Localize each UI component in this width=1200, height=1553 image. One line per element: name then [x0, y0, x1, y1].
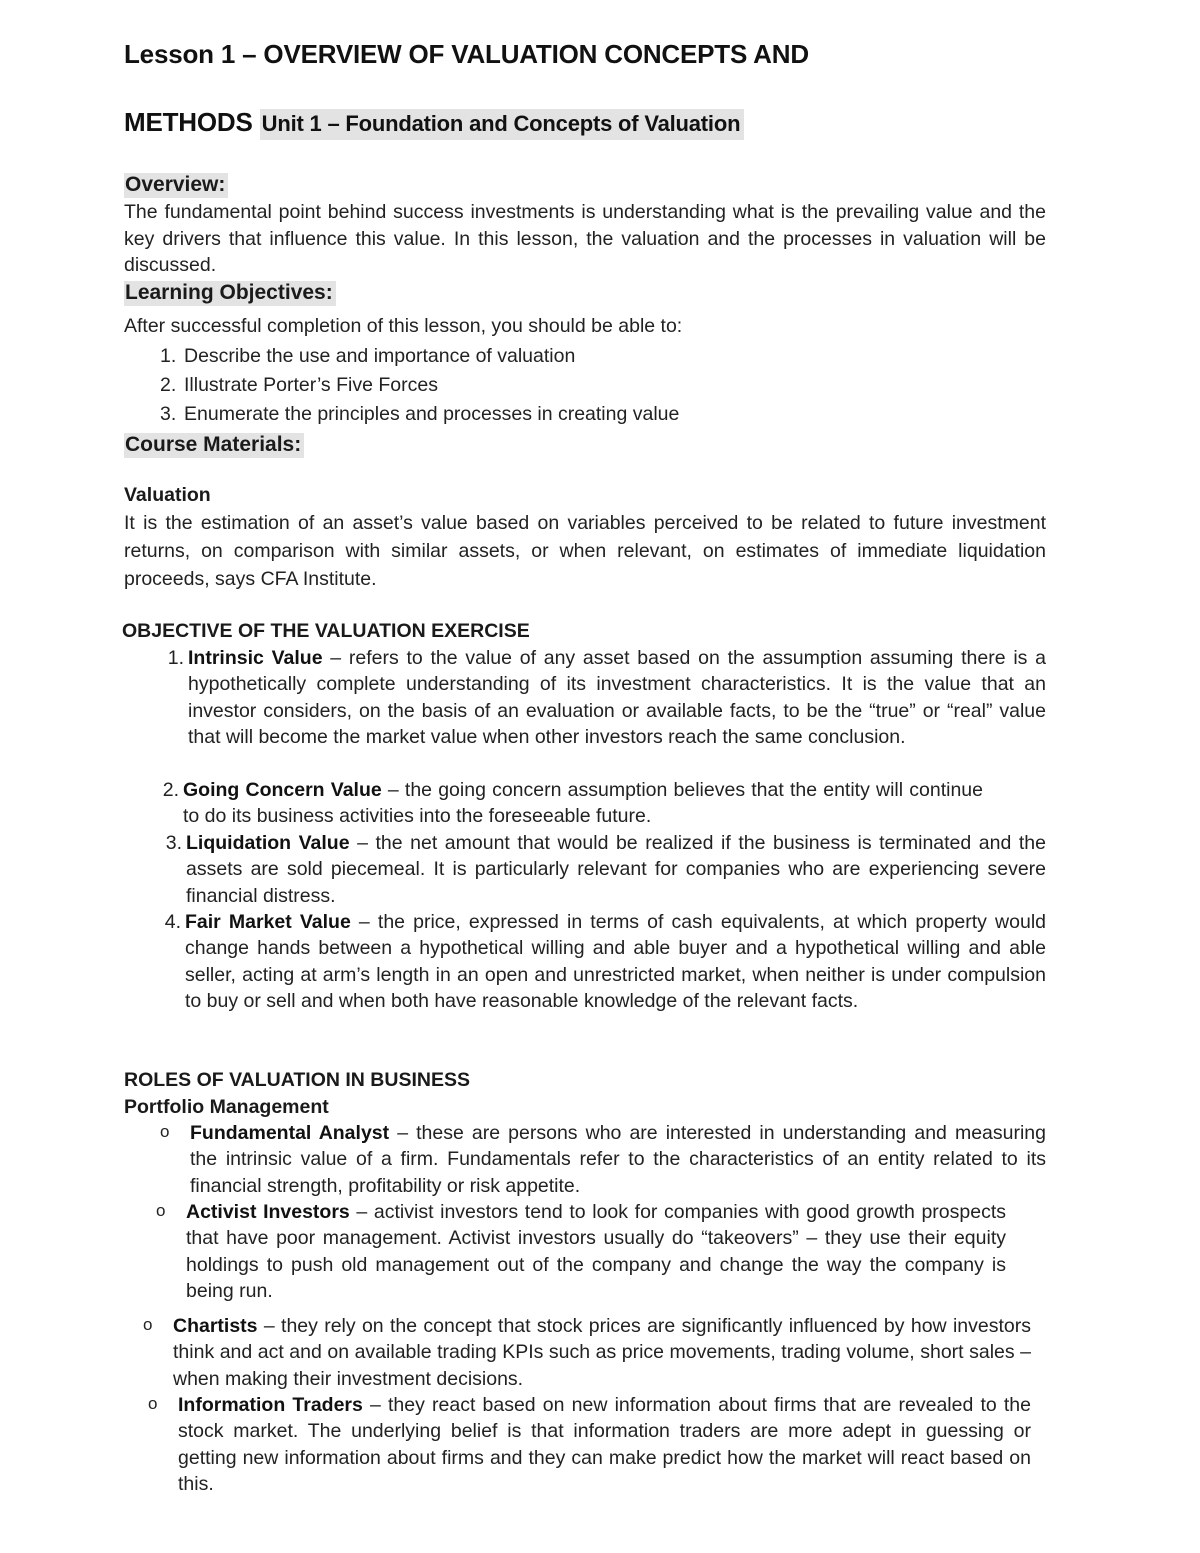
term-description: these are persons who are interested in understanding and measuring the intrinsic value of a firm. Fundamentals refer to the characteristics of an entity related to its financial strength, profitability or risk appetite. [190, 1122, 1047, 1197]
roles-heading: ROLES OF VALUATION IN BUSINESS [124, 1069, 470, 1091]
list-marker: 2. [162, 779, 179, 801]
lesson-title-methods: METHODS [124, 107, 253, 137]
term-label: Chartists [173, 1315, 258, 1337]
objective-marker: 1. [160, 345, 177, 367]
bullet-marker: o [148, 1394, 158, 1413]
term-separator: – [362, 1394, 389, 1416]
bullet-marker: o [143, 1315, 153, 1334]
term-description: they rely on the concept that stock prices are significantly influenced by how investors think and act and on available trading KPIs such as price movements, trading volume, short sales – when making their investment decisions. [173, 1315, 1031, 1390]
role-item-chartists [143, 1313, 1031, 1392]
term-label: Liquidation Value [186, 832, 350, 854]
role-item-activist-investors [156, 1199, 1006, 1304]
objectives-intro: After successful completion of this lesson, you should be able to: [124, 315, 683, 337]
term-description: the going concern assumption believes that the entity will continue to do its business activities into the foreseeable future. [183, 779, 983, 828]
objective-item-2 [160, 371, 438, 400]
term-description: refers to the value of any asset based on the assumption assuming there is a hypothetically complete understanding of its investment characteristics. It is the value that an investor considers, on the basis of an evaluation or available facts, to be the “true” or “real” value that will become the market value when other investors reach the same conclusion. [188, 647, 1046, 748]
role-item-fundamental-analyst [160, 1120, 1047, 1199]
lesson-title-line1: Lesson 1 – OVERVIEW OF VALUATION CONCEPTS AND [124, 39, 809, 69]
term-separator: – [349, 1201, 374, 1223]
term-label: Fundamental Analyst [190, 1122, 390, 1144]
term-label: Activist Investors [186, 1201, 350, 1223]
term-label: Intrinsic Value [188, 647, 323, 669]
term-separator: – [381, 779, 405, 801]
overview-heading-text: Overview: [124, 173, 228, 198]
term-label: Fair Market Value [185, 911, 351, 933]
objective-marker: 2. [160, 374, 177, 396]
overview-heading [124, 172, 228, 198]
objective-text: Illustrate Porter’s Five Forces [184, 374, 438, 396]
course-materials-heading [124, 432, 304, 458]
valuation-heading: Valuation [124, 484, 211, 506]
exercise-item-going-concern-value [162, 777, 983, 830]
list-marker: 4. [164, 911, 181, 933]
unit-title: Unit 1 – Foundation and Concepts of Valuation [260, 109, 745, 140]
term-description: the price, expressed in terms of cash equivalents, at which property would change hands between a hypothetical willing and able buyer and a hypothetical willing and able seller, acting at arm’s length in an open and unrestricted market, when neither is under compulsion to buy or sell and when both have reasonable knowledge of the relevant facts. [185, 911, 1047, 1012]
objective-item-3 [160, 400, 679, 429]
learning-objectives-heading [124, 280, 336, 306]
objective-exercise-heading: OBJECTIVE OF THE VALUATION EXERCISE [122, 620, 530, 642]
role-item-information-traders [148, 1392, 1031, 1497]
term-separator: – [257, 1315, 282, 1337]
overview-text: The fundamental point behind success investments is understanding what is the prevailing value and the key drivers that influence this value. In this lesson, the valuation and the processes in valuation will be discussed. [124, 201, 1046, 276]
list-marker: 1. [167, 647, 184, 669]
lesson-title-line2 [124, 106, 744, 140]
exercise-item-fair-market-value [164, 909, 1047, 1014]
term-label: Information Traders [178, 1394, 363, 1416]
term-label: Going Concern Value [183, 779, 382, 801]
exercise-item-intrinsic-value [167, 645, 1046, 750]
objective-text: Enumerate the principles and processes in creating value [184, 403, 680, 425]
portfolio-management-heading: Portfolio Management [124, 1096, 329, 1118]
term-separator: – [389, 1122, 417, 1144]
course-materials-heading-text: Course Materials: [124, 433, 304, 458]
objective-marker: 3. [160, 403, 177, 425]
bullet-marker: o [160, 1122, 170, 1141]
valuation-definition: It is the estimation of an asset’s value based on variables perceived to be related to future investment returns, on comparison with similar assets, or when relevant, on estimates of immediate liquidation proceeds, says CFA Institute. [124, 512, 1046, 590]
learning-objectives-heading-text: Learning Objectives: [124, 281, 336, 306]
term-separator: – [350, 911, 378, 933]
term-separator: – [322, 647, 349, 669]
term-description: they react based on new information about firms that are revealed to the stock market. The underlying belief is that information traders are more adept in guessing or getting new information about firms and they can make predict how the market will react based on this. [178, 1394, 1031, 1495]
list-marker: 3. [165, 832, 182, 854]
objective-text: Describe the use and importance of valuation [184, 345, 576, 367]
exercise-item-liquidation-value [165, 830, 1046, 909]
term-description: the net amount that would be realized if the business is terminated and the assets are sold piecemeal. It is particularly relevant for companies who are experiencing severe financial distress. [186, 832, 1046, 907]
term-separator: – [349, 832, 376, 854]
objective-item-1 [160, 342, 575, 371]
bullet-marker: o [156, 1201, 166, 1220]
term-description: activist investors tend to look for companies with good growth prospects that have poor management. Activist investors usually do “takeovers” – they use their equity holdings to push old management out of the company and change the way the company is being run. [186, 1201, 1006, 1302]
